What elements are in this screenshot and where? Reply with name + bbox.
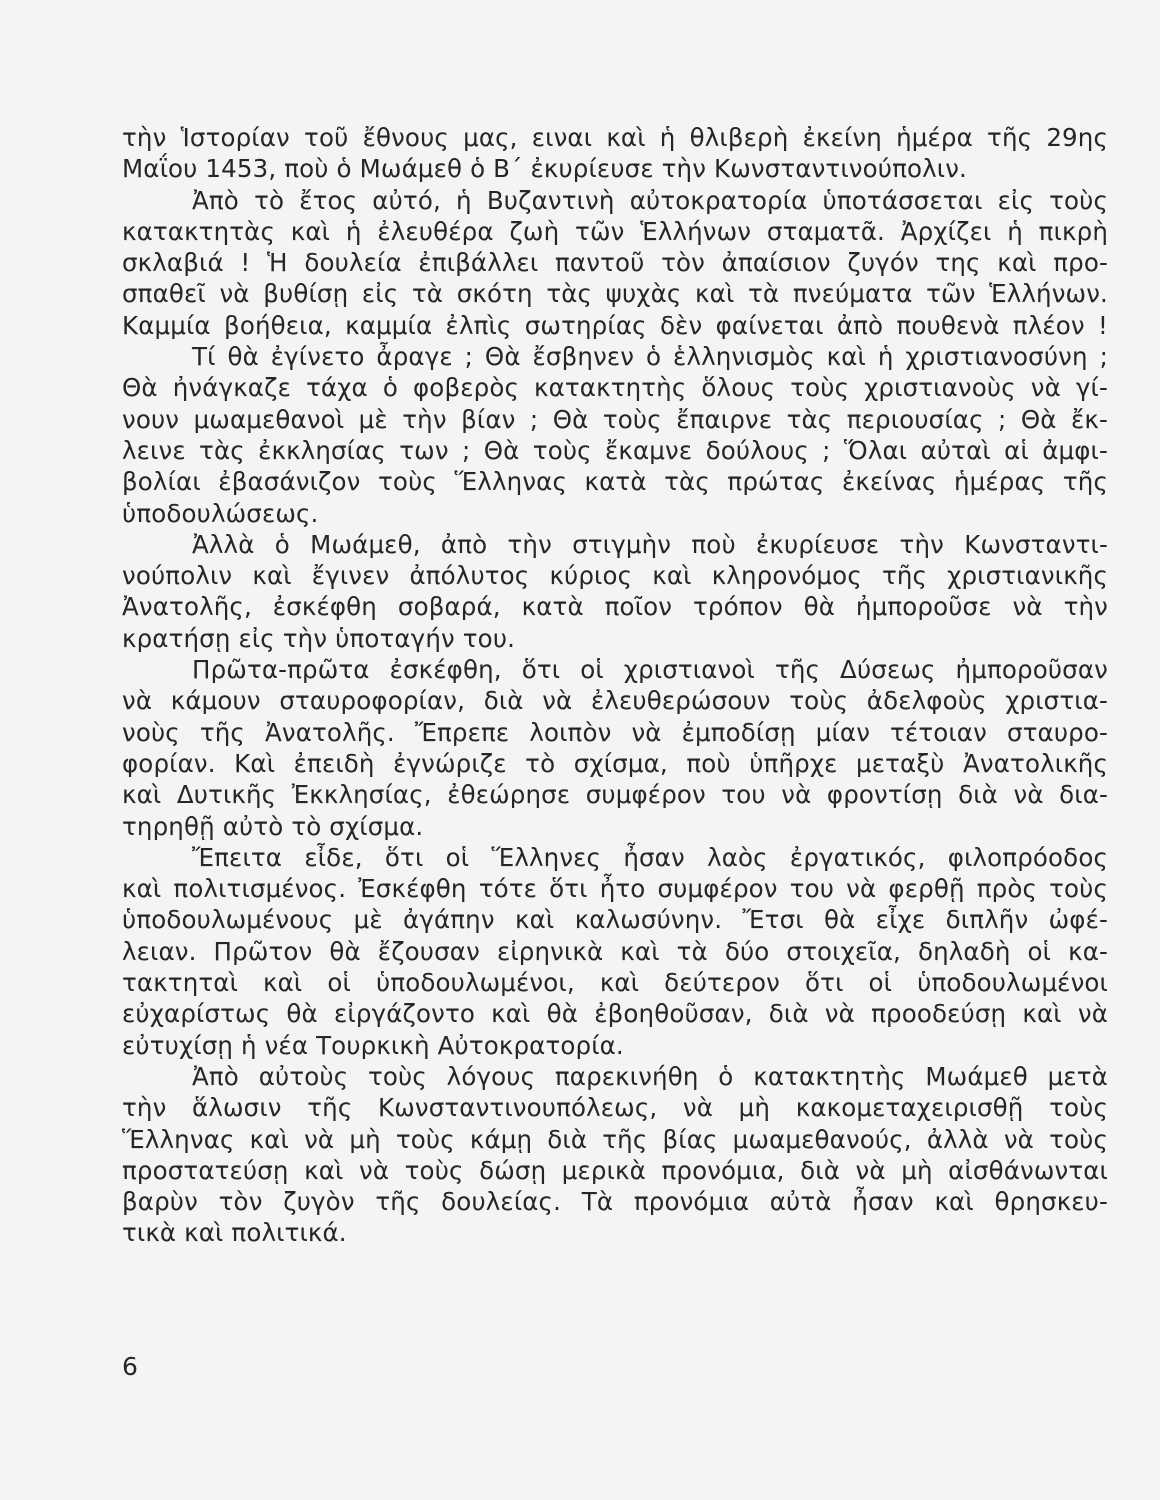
body-text: [122, 122, 1108, 1249]
text-line: βαρὺν τὸν ζυγὸν τῆς δουλείας. Τὰ προνόμια αὐτὰ ἦσαν καὶ θρησκευ-: [122, 1187, 1108, 1217]
text-line: τηρηθῇ αὐτὸ τὸ σχίσμα.: [122, 811, 424, 841]
text-line: κρατήσῃ εἰς τὴν ὑποταγήν του.: [122, 623, 516, 653]
text-line: καὶ Δυτικῆς Ἐκκλησίας, ἐθεώρησε συμφέρον του νὰ φροντίσῃ διὰ νὰ δια-: [122, 780, 1108, 810]
text-line: λεινε τὰς ἐκκλησίας των ; Θὰ τοὺς ἔκαμνε δούλους ; Ὅλαι αὐταὶ αἱ ἀμφι-: [122, 435, 1108, 465]
text-line: Ἕλληνας καὶ νὰ μὴ τοὺς κάμῃ διὰ τῆς βίας μωαμεθανούς, ἀλλὰ νὰ τοὺς: [122, 1124, 1108, 1154]
text-line: Ἀνατολῆς, ἐσκέφθη σοβαρά, κατὰ ποῖον τρόπον θὰ ἠμποροῦσε νὰ τὴν: [122, 592, 1108, 622]
text-line: Ἀπὸ αὐτοὺς τοὺς λόγους παρεκινήθη ὁ κατακτητὴς Μωάμεθ μετὰ: [192, 1061, 1108, 1091]
text-line: Θὰ ἠνάγκαζε τάχα ὁ φοβερὸς κατακτητὴς ὅλους τοὺς χριστιανοὺς νὰ γί-: [122, 373, 1108, 403]
text-line: νουν μωαμεθανοὶ μὲ τὴν βίαν ; Θὰ τοὺς ἔπαιρνε τὰς περιουσίας ; Θὰ ἔκ-: [122, 404, 1108, 434]
text-line: τὴν ἅλωσιν τῆς Κωνσταντινουπόλεως, νὰ μὴ κακομεταχειρισθῇ τοὺς: [122, 1093, 1108, 1123]
text-line: Ἔπειτα εἶδε, ὅτι οἱ Ἕλληνες ἦσαν λαὸς ἐργατικός, φιλοπρόοδος: [192, 842, 1108, 872]
text-line: τακτηταὶ καὶ οἱ ὑποδουλωμένοι, καὶ δεύτερον ὅτι οἱ ὑποδουλωμένοι: [122, 968, 1108, 998]
text-line: ὑποδουλωμένους μὲ ἀγάπην καὶ καλωσύνην. Ἔτσι θὰ εἶχε διπλῆν ὠφέ-: [122, 905, 1108, 935]
text-line: σπαθεῖ νὰ βυθίσῃ εἰς τὰ σκότη τὰς ψυχὰς καὶ τὰ πνεύματα τῶν Ἑλλήνων.: [122, 279, 1108, 309]
text-line: τικὰ καὶ πολιτικά.: [122, 1218, 347, 1248]
text-line: ὑποδουλώσεως.: [122, 498, 319, 528]
text-line: βολίαι ἐβασάνιζον τοὺς Ἕλληνας κατὰ τὰς πρώτας ἐκείνας ἡμέρας τῆς: [122, 467, 1108, 497]
text-line: νοὺς τῆς Ἀνατολῆς. Ἔπρεπε λοιπὸν νὰ ἐμποδίσῃ μίαν τέτοιαν σταυρο-: [122, 717, 1108, 747]
text-line: Ἀπὸ τὸ ἔτος αὐτό, ἡ Βυζαντινὴ αὐτοκρατορία ὑποτάσσεται εἰς τοὺς: [192, 185, 1108, 215]
text-line: νὰ κάμουν σταυροφορίαν, διὰ νὰ ἐλευθερώσουν τοὺς ἀδελφοὺς χριστια-: [122, 686, 1108, 716]
text-line: κατακτητὰς καὶ ἡ ἐλευθέρα ζωὴ τῶν Ἑλλήνων σταματᾶ. Ἀρχίζει ἡ πικρὴ: [122, 216, 1108, 246]
text-line: Τί θὰ ἐγίνετο ἆραγε ; Θὰ ἔσβηνεν ὁ ἑλληνισμὸς καὶ ἡ χριστιανοσύνη ;: [192, 342, 1108, 372]
text-line: νούπολιν καὶ ἔγινεν ἀπόλυτος κύριος καὶ κληρονόμος τῆς χριστιανικῆς: [122, 561, 1108, 591]
text-line: Πρῶτα-πρῶτα ἐσκέφθη, ὅτι οἱ χριστιανοὶ τῆς Δύσεως ἠμποροῦσαν: [192, 655, 1108, 685]
text-line: εὐχαρίστως θὰ εἰργάζοντο καὶ θὰ ἐβοηθοῦσαν, διὰ νὰ προοδεύσῃ καὶ νὰ: [122, 999, 1108, 1029]
text-line: Μαΐου 1453, ποὺ ὁ Μωάμεθ ὁ Β΄ ἐκυρίευσε τὴν Κωνσταντινούπολιν.: [122, 154, 967, 184]
text-line: Ἀλλὰ ὁ Μωάμεθ, ἀπὸ τὴν στιγμὴν ποὺ ἐκυρίευσε τὴν Κωνσταντι-: [192, 529, 1108, 559]
page-number: 6: [122, 1352, 138, 1381]
text-line: εὐτυχίσῃ ἡ νέα Τουρκικὴ Αὐτοκρατορία.: [122, 1030, 624, 1060]
text-line: καὶ πολιτισμένος. Ἐσκέφθη τότε ὅτι ἦτο συμφέρον του νὰ φερθῇ πρὸς τοὺς: [122, 874, 1108, 904]
text-line: λειαν. Πρῶτον θὰ ἔζουσαν εἰρηνικὰ καὶ τὰ δύο στοιχεῖα, δηλαδὴ οἱ κα-: [122, 936, 1108, 966]
text-line: φορίαν. Καὶ ἐπειδὴ ἐγνώριζε τὸ σχίσμα, ποὺ ὑπῆρχε μεταξὺ Ἀνατολικῆς: [122, 748, 1108, 778]
text-line: προστατεύσῃ καὶ νὰ τοὺς δώσῃ μερικὰ προνόμια, διὰ νὰ μὴ αἰσθάνωνται: [122, 1155, 1108, 1185]
text-line: τὴν Ἱστορίαν τοῦ ἔθνους μας, ειναι καὶ ἡ θλιβερὴ ἐκείνη ἡμέρα τῆς 29ης: [122, 123, 1108, 152]
text-line: Καμμία βοήθεια, καμμία ἐλπὶς σωτηρίας δὲν φαίνεται ἀπὸ πουθενὰ πλέον !: [122, 310, 1108, 340]
text-line: σκλαβιά ! Ἡ δουλεία ἐπιβάλλει παντοῦ τὸν ἀπαίσιον ζυγόν της καὶ προ-: [122, 248, 1108, 278]
